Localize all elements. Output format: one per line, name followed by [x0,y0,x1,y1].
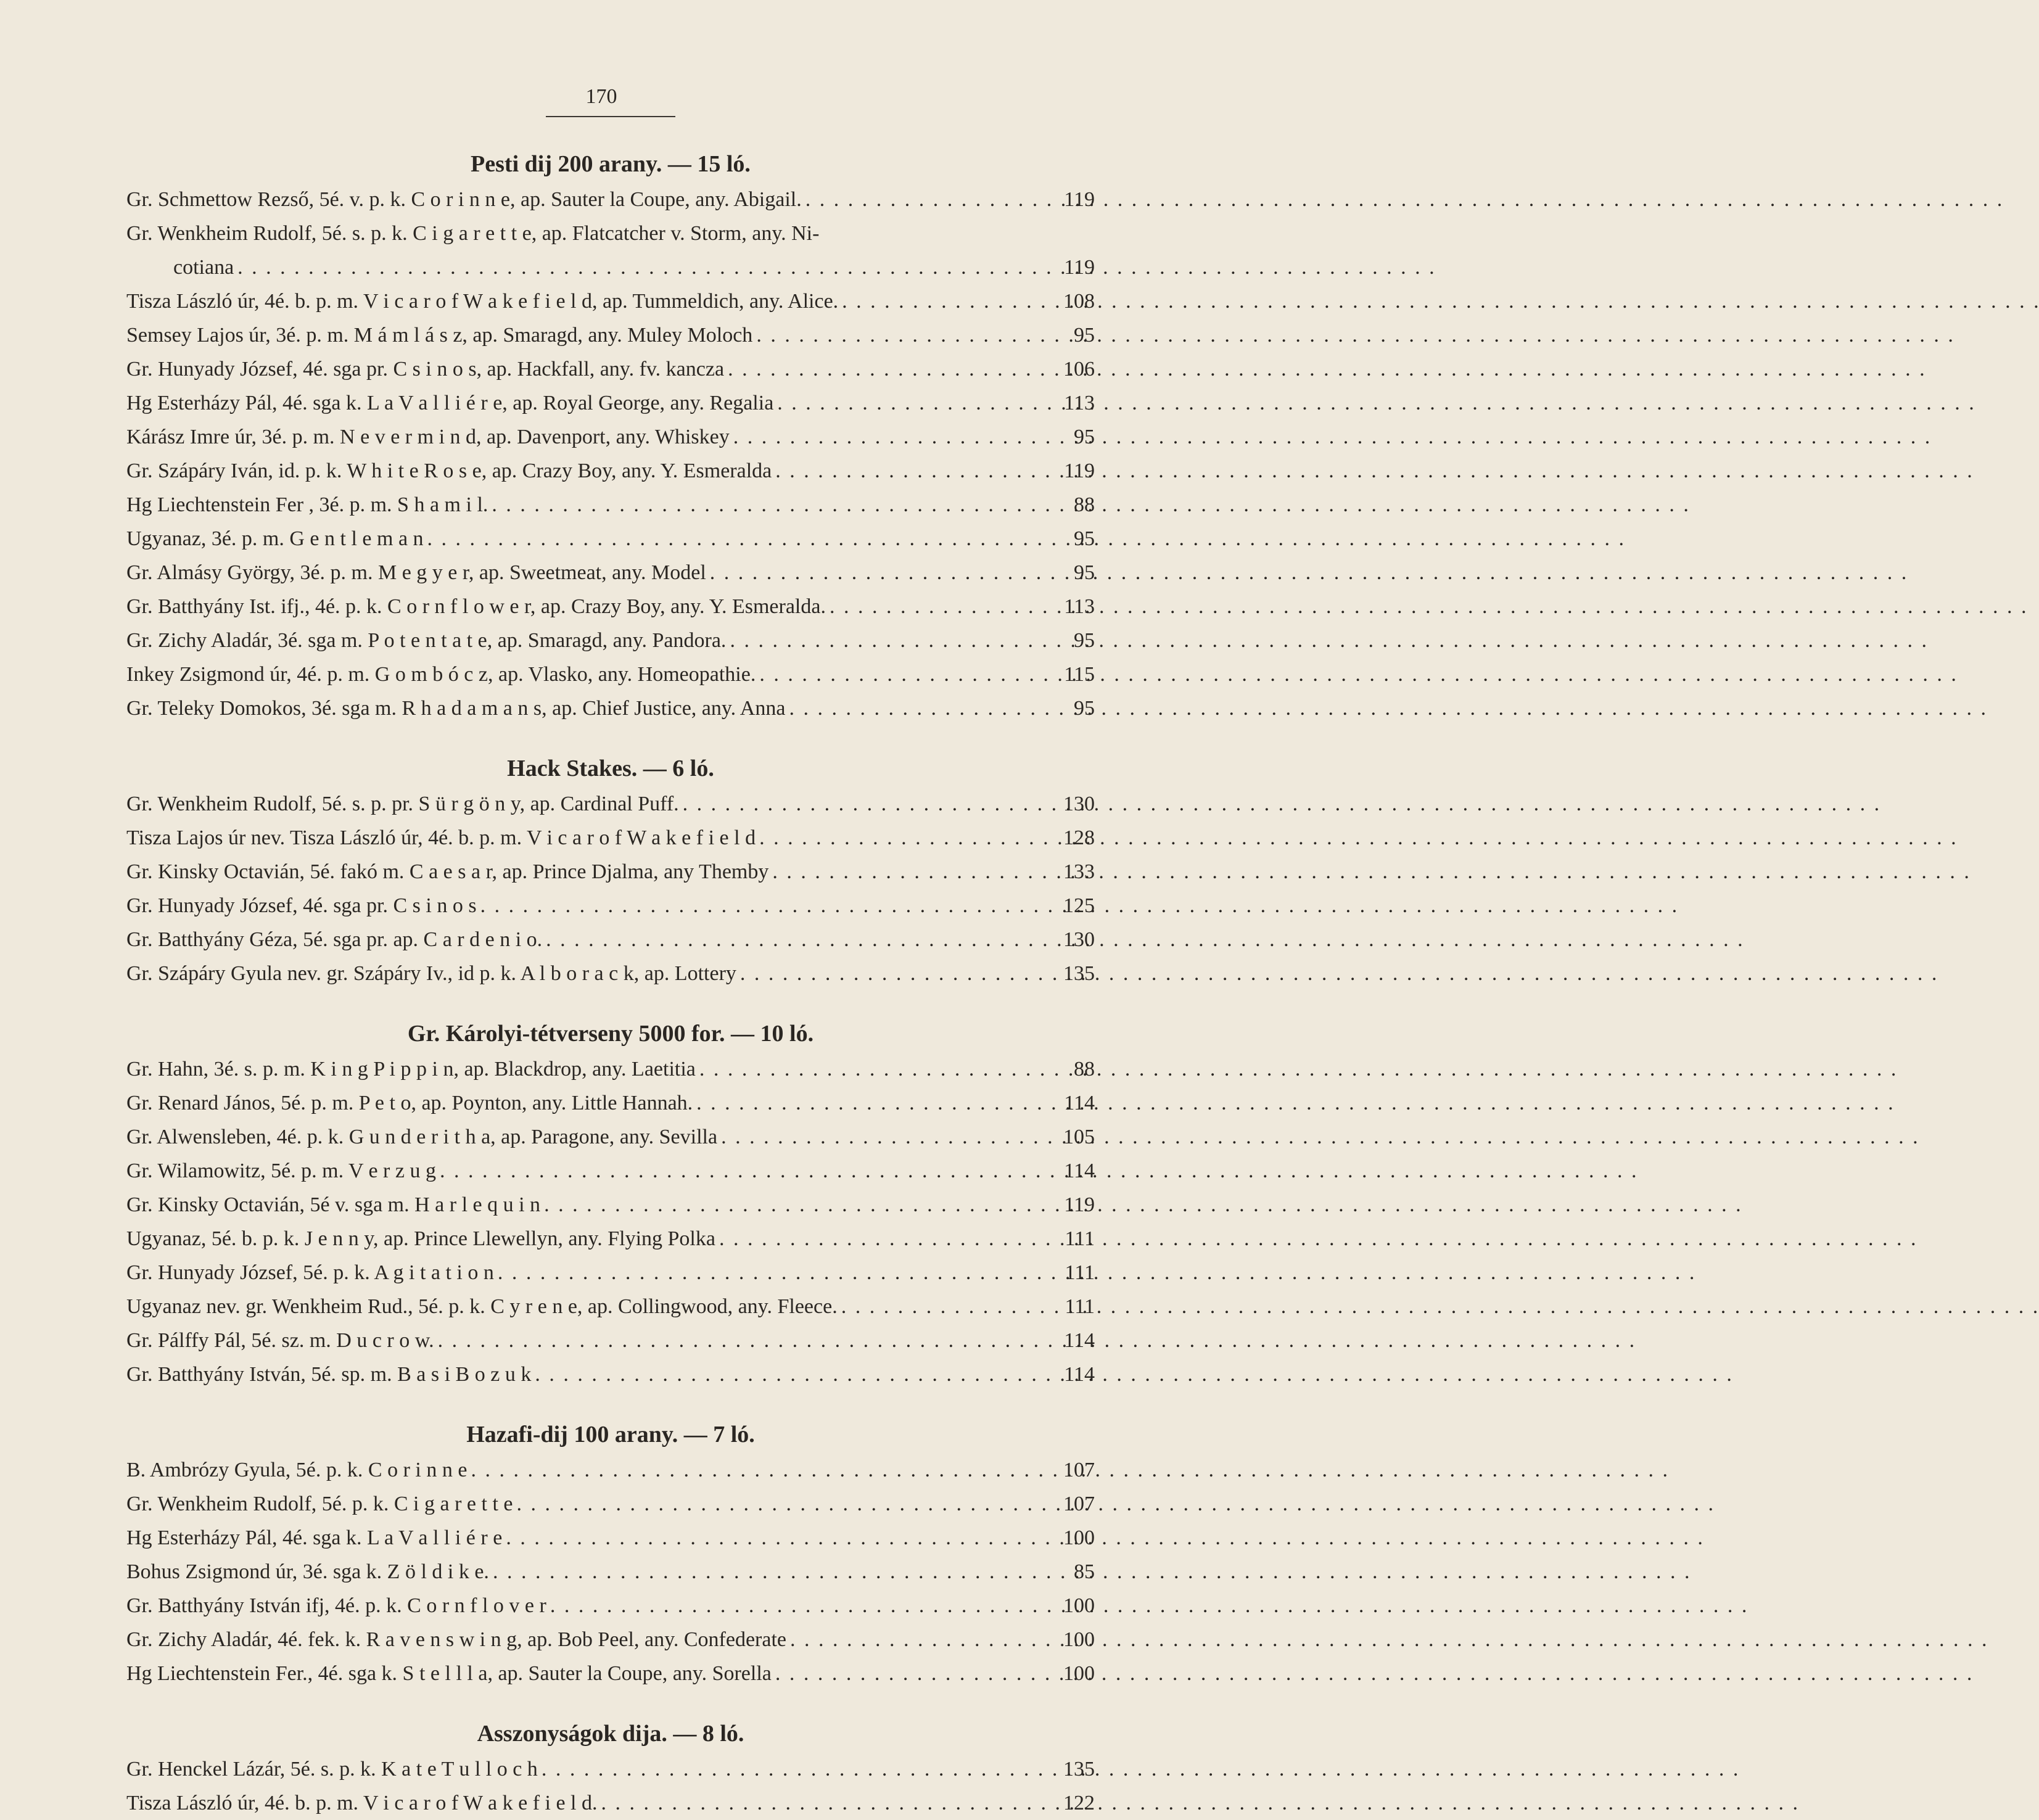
entry-text: Gr. Hahn, 3é. s. p. m. K i n g P i p p i n, ap. Blackdrop, any. Laetitia [126,1058,696,1081]
entry-row [126,1086,1095,1120]
entry-text: Gr. Batthyány Géza, 5é. sga pr. ap. C a r d e n i o. [126,928,543,951]
entry-weight: 106 [1063,358,1095,381]
entry-weight: 95 [1074,561,1095,584]
dot-leader [467,1453,1060,1487]
entry-text: B. Ambrózy Gyula, 5é. p. k. C o r i n n e [126,1459,468,1481]
entry-row-continued [126,250,1095,284]
entry-text: Gr. Alwensleben, 4é. p. k. G u n d e r i t h a, ap. Paragone, any. Sevilla [126,1126,718,1148]
entry-weight: 135 [1063,1758,1095,1781]
entry-row [126,1052,1095,1086]
entry-row [126,1290,1095,1324]
entry-weight: 95 [1074,697,1095,720]
entry-weight: 111 [1065,1261,1095,1284]
entry-row [126,216,1095,250]
entry-text: Gr. Pálffy Pál, 5é. sz. m. D u c r o w. [126,1329,434,1352]
entry-weight: 114 [1064,1159,1095,1182]
dot-leader [726,624,1060,657]
entry-text: Gr. Renard János, 5é. p. m. P e t o, ap. Poynton, any. Little Hannah. [126,1092,693,1114]
dot-leader [736,957,1060,990]
entry-weight: 130 [1063,793,1095,815]
entry-row [126,556,1095,590]
entry-row [126,1120,1095,1154]
entry-row [126,1154,1095,1188]
dot-leader [513,1487,1060,1521]
entry-row [126,318,1095,352]
entry-text: Gr. Batthyány Ist. ifj., 4é. p. k. C o r n f l o w e r, ap. Crazy Boy, any. Y. Esmeralda. [126,595,826,618]
entry-row [126,923,1095,957]
entry-text: Ugyanaz, 3é. p. m. G e n t l e m a n [126,527,424,550]
entry-weight: 133 [1063,860,1095,883]
entry-row [126,1786,1095,1820]
entry-text: Gr. Teleky Domokos, 3é. sga m. R h a d a m a n s, ap. Chief Justice, any. Anna [126,697,786,720]
section-title: Hazafi-dij 100 arany. — 7 ló. [466,1422,755,1447]
dot-leader [488,488,1060,522]
dot-leader [538,1752,1060,1786]
entry-row [126,1453,1095,1487]
entry-weight: 135 [1063,962,1095,985]
entry-weight: 128 [1063,826,1095,849]
entry-weight: 100 [1063,1662,1095,1685]
entry-text: Gr. Wenkheim Rudolf, 5é. p. k. C i g a r e t t e [126,1493,513,1515]
entry-text: Hg Liechtenstein Fer , 3é. p. m. S h a m i l. [126,493,488,516]
entry-row [126,1487,1095,1521]
entry-weight: 113 [1064,392,1095,414]
section-title: Gr. Károlyi-tétverseny 5000 for. — 10 ló. [407,1021,814,1047]
entry-row [126,420,1095,454]
dot-leader [540,1188,1060,1222]
dot-leader [772,1657,1060,1690]
entry-weight: 95 [1074,527,1095,550]
dot-leader [489,1555,1060,1589]
dot-leader [772,454,1060,488]
entry-weight: 114 [1064,1092,1095,1114]
entry-text: Ugyanaz nev. gr. Wenkheim Rud., 5é. p. k. C y r e n e, ap. Collingwood, any. Fleece. [126,1295,838,1318]
entry-text: Tisza László úr, 4é. b. p. m. V i c a r o f W a k e f i e l d, ap. Tummeldich, any. Alice. [126,290,839,313]
entry-weight: 100 [1063,1594,1095,1617]
entry-weight: 95 [1074,629,1095,652]
dot-leader [724,352,1060,386]
entry-weight: 107 [1063,1459,1095,1481]
entry-row [126,657,1095,691]
entry-row [126,1188,1095,1222]
entry-text: Gr. Zichy Aladár, 4é. fek. k. R a v e n s w i n g, ap. Bob Peel, any. Confederate [126,1628,786,1651]
entry-text: Kárász Imre úr, 3é. p. m. N e v e r m i n d, ap. Davenport, any. Whiskey [126,426,730,448]
entry-text: Hg Esterházy Pál, 4é. sga k. L a V a l l i é r e, ap. Royal George, any. Regalia [126,392,774,414]
dot-leader [436,1154,1060,1188]
dot-leader [502,1521,1060,1555]
entry-weight: 125 [1063,894,1095,917]
entry-weight: 111 [1065,1295,1095,1318]
dot-leader [546,1589,1060,1623]
dot-leader [693,1086,1060,1120]
dot-leader [730,420,1060,454]
entry-text: Gr. Hunyady József, 4é. sga pr. C s i n o s [126,894,477,917]
dot-leader [598,1786,1060,1820]
entry-row [126,855,1095,889]
entry-weight: 113 [1064,595,1095,618]
entry-weight: 115 [1064,663,1095,686]
dot-leader [773,386,1060,420]
entry-weight: 130 [1063,928,1095,951]
entry-text: Gr. Batthyány István ifj, 4é. p. k. C o r n f l o v e r [126,1594,546,1617]
entry-text: Semsey Lajos úr, 3é. p. m. M á m l á s z, ap. Smaragd, any. Muley Moloch [126,324,753,347]
dot-leader [717,1120,1060,1154]
dot-leader [706,556,1060,590]
section-title: Hack Stakes. — 6 ló. [507,756,714,781]
entry-row [126,1256,1095,1290]
dot-leader [531,1357,1060,1391]
entry-row [126,1657,1095,1690]
entry-row [126,624,1095,657]
entry-row [126,787,1095,821]
dot-leader [802,183,1060,216]
dot-leader [477,889,1060,923]
entry-weight: 114 [1064,1329,1095,1352]
entry-text: Gr. Wenkheim Rudolf, 5é. s. p. k. C i g a r e t t e, ap. Flatcatcher v. Storm, any. Ni- [126,222,820,245]
entry-weight: 114 [1064,1363,1095,1386]
entry-text: Gr. Zichy Aladár, 3é. sga m. P o t e n t a t e, ap. Smaragd, any. Pandora. [126,629,727,652]
entry-row [126,821,1095,855]
entry-weight: 122 [1063,1792,1095,1814]
entry-row [126,1589,1095,1623]
dot-leader [494,1256,1060,1290]
entry-weight: 100 [1063,1628,1095,1651]
dot-leader [768,855,1060,889]
entry-weight: 85 [1074,1560,1095,1583]
dot-leader [715,1222,1060,1256]
page-number: 170 [585,85,617,108]
entry-text: Tisza Lajos úr nev. Tisza László úr, 4é. b. p. m. V i c a r o f W a k e f i e l d [126,826,756,849]
entry-text: Gr. Batthyány István, 5é. sp. m. B a s i B o z u k [126,1363,532,1386]
entry-row [126,522,1095,556]
entry-weight: 119 [1064,1193,1095,1216]
page-number-rule [546,116,675,117]
entry-text: Hg Esterházy Pál, 4é. sga k. L a V a l l i é r e [126,1526,503,1549]
entry-row [126,1521,1095,1555]
dot-leader [756,821,1060,855]
dot-leader [786,1623,1060,1657]
dot-leader [234,250,1060,284]
dot-leader [696,1052,1060,1086]
entry-row [126,1357,1095,1391]
entry-row [126,590,1095,624]
entry-weight: 119 [1064,188,1095,211]
entry-row [126,1222,1095,1256]
race-entries-list [126,141,1095,1820]
entry-row [126,691,1095,725]
entry-text: Gr. Kinsky Octavián, 5é. fakó m. C a e s a r, ap. Prince Djalma, any Themby [126,860,769,883]
entry-row [126,1752,1095,1786]
section-title: Asszonyságok dija. — 8 ló. [477,1721,744,1747]
entry-text: Tisza László úr, 4é. b. p. m. V i c a r o f W a k e f i e l d. [126,1792,598,1814]
entry-text: Bohus Zsigmond úr, 3é. sga k. Z ö l d i k e. [126,1560,489,1583]
entry-row [126,454,1095,488]
dot-leader [752,318,1060,352]
entry-text: Gr. Szápáry Gyula nev. gr. Szápáry Iv., id p. k. A l b o r a c k, ap. Lottery [126,962,736,985]
entry-text: Gr. Schmettow Rezső, 5é. v. p. k. C o r i n n e, ap. Sauter la Coupe, any. Abigail. [126,188,802,211]
entry-text: Gr. Wenkheim Rudolf, 5é. s. p. pr. S ü r g ö n y, ap. Cardinal Puff. [126,793,679,815]
entry-weight: 108 [1063,290,1095,313]
entry-text: Gr. Wilamowitz, 5é. p. m. V e r z u g [126,1159,436,1182]
dot-leader [542,923,1060,957]
entry-text: Gr. Hunyady József, 4é. sga pr. C s i n o s, ap. Hackfall, any. fv. kancza [126,358,725,381]
entry-text: Gr. Hunyady József, 5é. p. k. A g i t a t i o n [126,1261,494,1284]
dot-leader [679,787,1060,821]
entry-row [126,284,1095,318]
entry-row [126,1555,1095,1589]
dot-leader [838,1290,1060,1324]
dot-leader [826,590,1060,624]
entry-row [126,386,1095,420]
entry-text: Inkey Zsigmond úr, 4é. p. m. G o m b ó c z, ap. Vlasko, any. Homeopathie. [126,663,756,686]
entry-text: Gr. Almásy György, 3é. p. m. M e g y e r, ap. Sweetmeat, any. Model [126,561,706,584]
dot-leader [434,1324,1060,1357]
entry-row [126,889,1095,923]
section-title: Pesti dij 200 arany. — 15 ló. [471,151,751,177]
entry-weight: 119 [1064,459,1095,482]
entry-weight: 88 [1074,493,1095,516]
entry-weight: 105 [1063,1126,1095,1148]
entry-row [126,183,1095,216]
entry-text-continuation: cotiana [173,256,234,279]
entry-row [126,1324,1095,1357]
entry-row [126,488,1095,522]
entry-row [126,957,1095,990]
entry-weight: 95 [1074,426,1095,448]
entry-text: Gr. Henckel Lázár, 5é. s. p. k. K a t e T u l l o c h [126,1758,538,1781]
entry-row [126,352,1095,386]
dot-leader [838,284,1060,318]
entry-text: Gr. Kinsky Octavián, 5é v. sga m. H a r l e q u i n [126,1193,541,1216]
entry-weight: 111 [1065,1227,1095,1250]
entry-weight: 119 [1064,256,1095,279]
entry-weight: 100 [1063,1526,1095,1549]
entry-row [126,1623,1095,1657]
entry-weight: 95 [1074,324,1095,347]
dot-leader [785,691,1060,725]
dot-leader [424,522,1060,556]
entry-text: Gr. Szápáry Iván, id. p. k. W h i t e R o s e, ap. Crazy Boy, any. Y. Esmeralda [126,459,772,482]
entry-weight: 88 [1074,1058,1095,1081]
entry-text: Ugyanaz, 5é. b. p. k. J e n n y, ap. Prince Llewellyn, any. Flying Polka [126,1227,715,1250]
dot-leader [756,657,1060,691]
entry-weight: 107 [1063,1493,1095,1515]
entry-text: Hg Liechtenstein Fer., 4é. sga k. S t e l l l a, ap. Sauter la Coupe, any. Sorella [126,1662,772,1685]
